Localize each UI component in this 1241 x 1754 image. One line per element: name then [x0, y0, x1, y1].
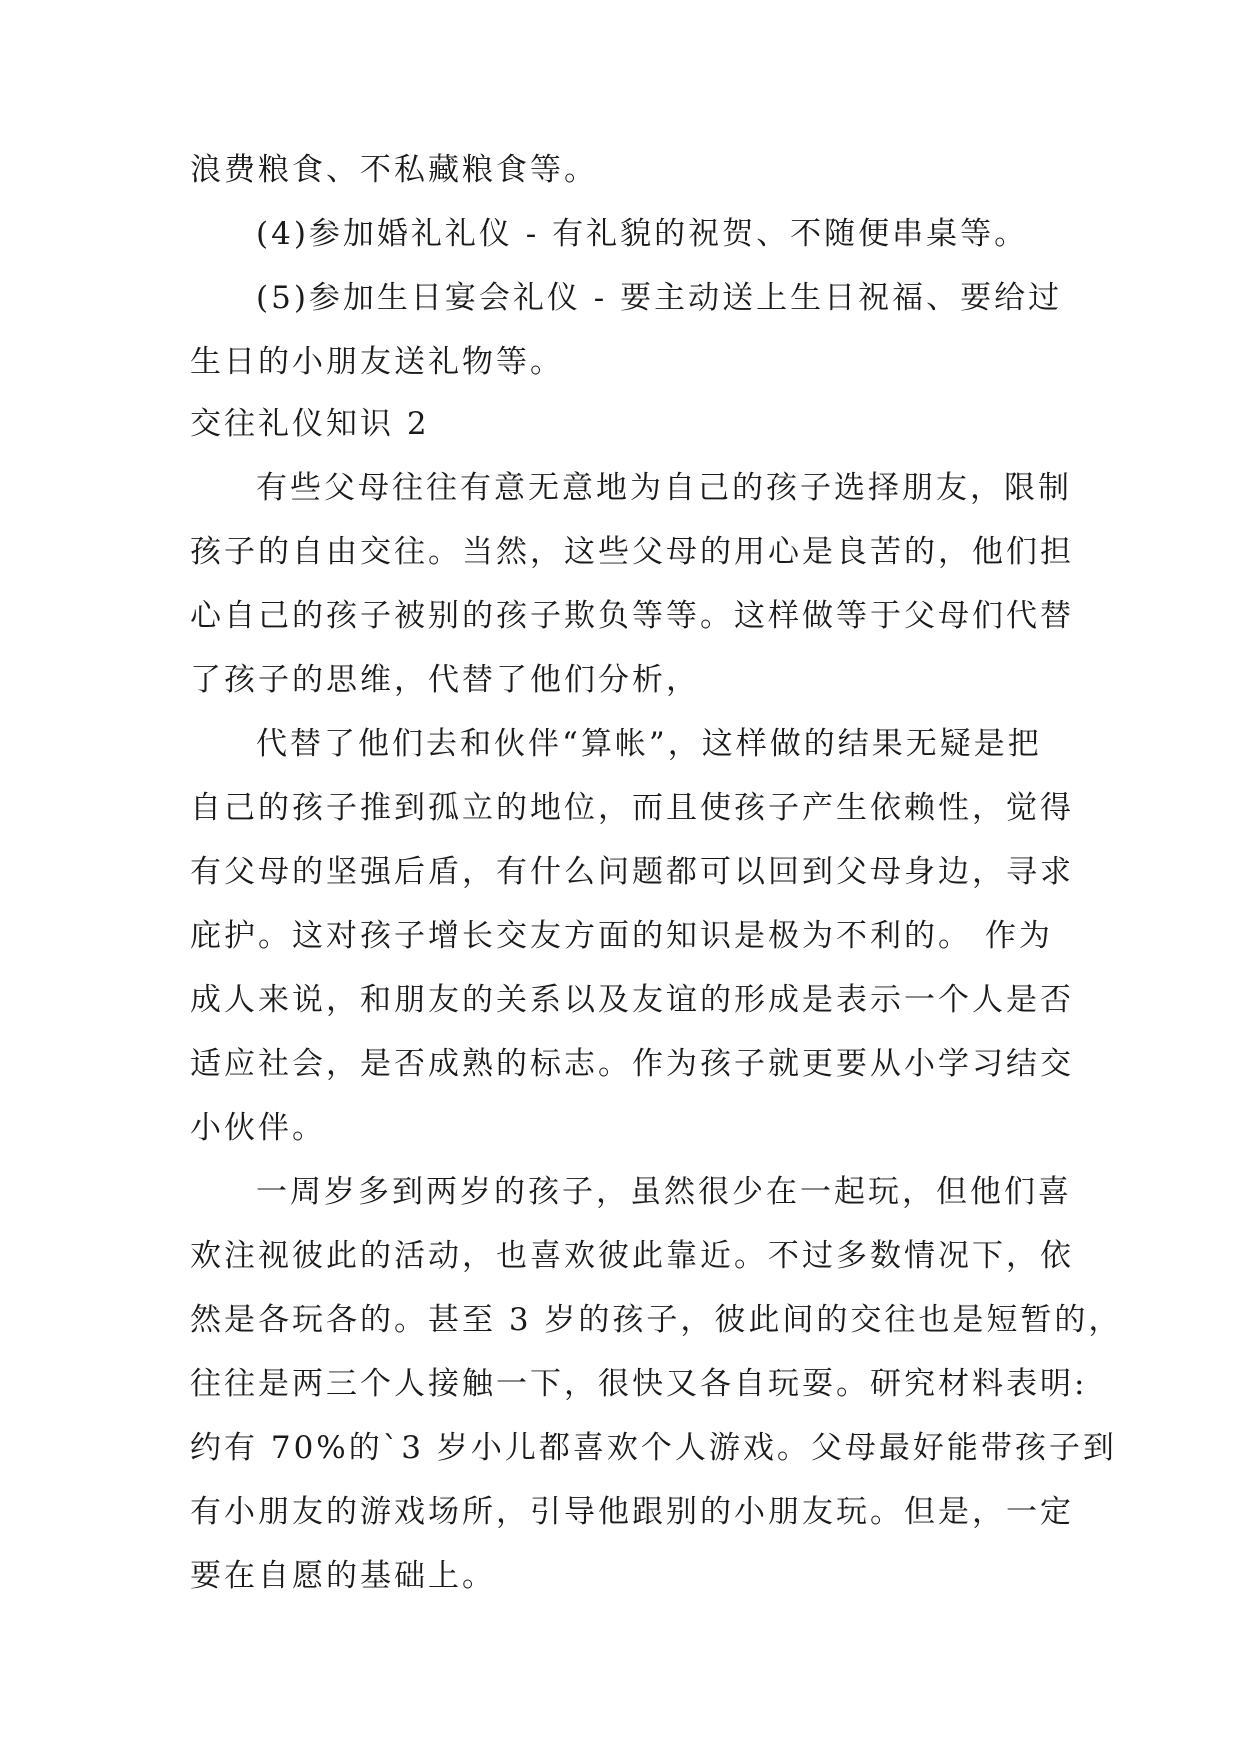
text-line: 要在自愿的基础上。: [190, 1558, 496, 1594]
text-line: 孩子的自由交往。当然，这些父母的用心是良苦的，他们担: [190, 534, 1074, 570]
text-line: 庇护。这对孩子增长交友方面的知识是极为不利的。 作为: [190, 918, 1053, 954]
text-line: 心自己的孩子被别的孩子欺负等等。这样做等于父母们代替: [190, 598, 1074, 634]
text-line: 代替了他们去和伙伴“算帐”，这样做的结果无疑是把: [256, 726, 1042, 762]
text-line: 了孩子的思维，代替了他们分析，: [190, 662, 700, 698]
text-line: 有小朋友的游戏场所，引导他跟别的小朋友玩。但是，一定: [190, 1494, 1074, 1530]
text-line: 自己的孩子推到孤立的地位，而且使孩子产生依赖性，觉得: [190, 790, 1074, 826]
text-line: 有些父母往往有意无意地为自己的孩子选择朋友，限制: [256, 470, 1072, 506]
text-line: (5)参加生日宴会礼仪 - 要主动送上生日祝福、要给过: [256, 280, 1063, 316]
paragraph-3: [190, 1160, 1123, 1608]
text-line: 成人来说，和朋友的关系以及友谊的形成是表示一个人是否: [190, 982, 1074, 1018]
text-line: 有父母的坚强后盾，有什么问题都可以回到父母身边，寻求: [190, 854, 1074, 890]
text-line: 适应社会，是否成熟的标志。作为孩子就更要从小学习结交: [190, 1046, 1074, 1082]
paragraph-1: [190, 456, 1074, 712]
text-line: 约有 70%的`3 岁小儿都喜欢个人游戏。父母最好能带孩子到: [190, 1430, 1117, 1466]
text-line: 往往是两三个人接触一下，很快又各自玩耍。研究材料表明:: [190, 1366, 1088, 1402]
text-line: 浪费粮食、不私藏粮食等。: [190, 152, 598, 188]
paragraph-2: [190, 712, 1074, 1160]
text-line: 欢注视彼此的活动，也喜欢彼此靠近。不过多数情况下，依: [190, 1238, 1074, 1274]
text-line: 然是各玩各的。甚至 3 岁的孩子，彼此间的交往也是短暂的，: [190, 1302, 1123, 1338]
text-line: 一周岁多到两岁的孩子，虽然很少在一起玩，但他们喜: [256, 1174, 1072, 1210]
text-line: (4)参加婚礼礼仪 - 有礼貌的祝贺、不随便串桌等。: [256, 216, 1029, 252]
heading-block: [190, 392, 1050, 456]
section1-text: [190, 138, 1063, 394]
text-line: 生日的小朋友送礼物等。: [190, 344, 564, 380]
text-line: 小伙伴。: [190, 1110, 326, 1146]
section-heading: 交往礼仪知识 2: [190, 406, 430, 442]
